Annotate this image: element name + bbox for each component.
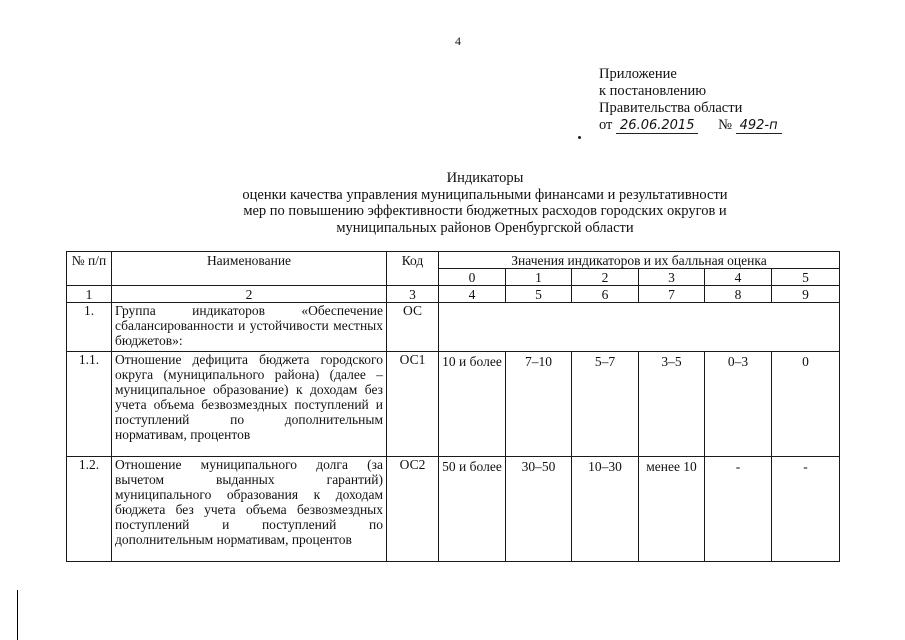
row-value: 0–3 (705, 352, 772, 457)
ink-dot (578, 136, 581, 139)
row-value: 10 и более (439, 352, 506, 457)
header-name: Наименование (112, 252, 387, 286)
title-line-3: мер по повышению эффективности бюджетных расходов городских округов и (243, 203, 727, 220)
row-name: Группа индикаторов «Обеспечение сбалансированности и устойчивости местных бюджетов»: (112, 303, 387, 352)
row-value: 3–5 (639, 352, 705, 457)
approval-line-2: к постановлению (599, 83, 707, 99)
row-value: 7–10 (506, 352, 572, 457)
row-value: 50 и более (439, 457, 506, 562)
row-code: ОС2 (387, 457, 439, 562)
column-number: 5 (506, 286, 572, 303)
row-num: 1.1. (67, 352, 112, 457)
row-code: ОС1 (387, 352, 439, 457)
column-number: 1 (67, 286, 112, 303)
row-value: 5–7 (572, 352, 639, 457)
row-num: 1.2. (67, 457, 112, 562)
score-header: 3 (639, 269, 705, 286)
column-number: 7 (639, 286, 705, 303)
handwritten-date: 26.06.2015 (616, 119, 698, 134)
row-value: менее 10 (639, 457, 705, 562)
row-value: 10–30 (572, 457, 639, 562)
column-number-row (67, 286, 840, 303)
title-line-2: оценки качества управления муниципальными финансами и результативности (242, 186, 728, 203)
table-row (67, 303, 840, 352)
header-code: Код (387, 252, 439, 286)
row-name: Отношение дефицита бюджета городского округа (муниципального района) (далее – муниципальное образование) к доходам без учета объема безвозмездных поступлений и поступлений по дополнительным нормативам, процентов (112, 352, 387, 457)
row-name: Отношение муниципального долга (за вычетом выданных гарантий) муниципального образования к доходам бюджета без учета объема безвозмездных поступлений и поступлений по дополнительным нормативам, процентов (112, 457, 387, 562)
approval-date-line (599, 117, 782, 134)
row-value: - (772, 457, 840, 562)
column-number: 3 (387, 286, 439, 303)
approval-line-3: Правительства области (599, 100, 743, 116)
column-number: 2 (112, 286, 387, 303)
indicators-table (66, 251, 840, 562)
row-code: ОС (387, 303, 439, 352)
score-header: 1 (506, 269, 572, 286)
number-prefix: № (718, 117, 732, 133)
row-value: 0 (772, 352, 840, 457)
table-row (67, 352, 840, 457)
header-row (67, 252, 840, 269)
score-header: 0 (439, 269, 506, 286)
document-title (160, 170, 810, 236)
scan-edge-mark (17, 590, 18, 640)
column-number: 9 (772, 286, 840, 303)
column-number: 4 (439, 286, 506, 303)
handwritten-number: 492-п (736, 119, 782, 134)
row-value: - (705, 457, 772, 562)
page-number: 4 (455, 34, 461, 48)
approval-stamp (599, 66, 782, 134)
row-value: 30–50 (506, 457, 572, 562)
score-header: 2 (572, 269, 639, 286)
row-values-empty (439, 303, 840, 352)
title-line-4: муниципальных районов Оренбургской области (336, 219, 634, 236)
approval-line-1: Приложение (599, 66, 677, 82)
header-values: Значения индикаторов и их балльная оценка (439, 252, 840, 269)
score-header: 5 (772, 269, 840, 286)
column-number: 8 (705, 286, 772, 303)
row-num: 1. (67, 303, 112, 352)
column-number: 6 (572, 286, 639, 303)
header-num: № п/п (67, 252, 112, 286)
table-row (67, 457, 840, 562)
date-prefix: от (599, 117, 613, 133)
score-header: 4 (705, 269, 772, 286)
title-line-1: Индикаторы (446, 170, 524, 186)
